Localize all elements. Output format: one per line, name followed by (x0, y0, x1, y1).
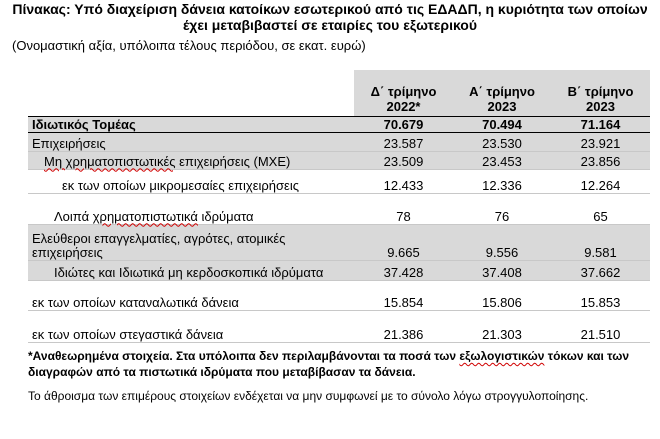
row-value: 76 (453, 193, 551, 224)
row-value: 23.530 (453, 132, 551, 151)
row-label: Μη χρηματοπιστωτικές επιχειρήσεις (ΜΧΕ) (28, 151, 354, 169)
row-value: 23.509 (354, 151, 453, 169)
row-value: 23.453 (453, 151, 551, 169)
row-label: Ιδιώτες και Ιδιωτικά μη κερδοσκοπικά ιδρύματα (28, 260, 354, 280)
table-row (28, 132, 650, 151)
footnote-revised-data: *Αναθεωρημένα στοιχεία. Στα υπόλοιπα δεν περιλαμβάνονται τα ποσά των εξωλογιστικών τόκων και των διαγραφών από τα πιστωτικά ιδρύματα που μεταβίβασαν τα δάνεια. (28, 349, 630, 379)
column-header-q1-2023: Α΄ τρίμηνο 2023 (453, 70, 551, 116)
row-value: 23.921 (551, 132, 650, 151)
row-value: 9.665 (354, 224, 453, 260)
row-label: Ελεύθεροι επαγγελματίες, αγρότες, ατομικές επιχειρήσεις (28, 224, 354, 260)
row-value: 12.264 (551, 169, 650, 193)
loans-table (28, 70, 650, 343)
row-value: 21.303 (453, 310, 551, 342)
table-row (28, 151, 650, 169)
row-value: 15.853 (551, 280, 650, 310)
table-header-row (28, 70, 650, 116)
row-value: 71.164 (551, 116, 650, 132)
row-value: 37.662 (551, 260, 650, 280)
row-value: 70.494 (453, 116, 551, 132)
table-row (28, 224, 650, 260)
row-value: 15.806 (453, 280, 551, 310)
table-row (28, 193, 650, 224)
row-value: 23.856 (551, 151, 650, 169)
row-value: 37.408 (453, 260, 551, 280)
page-title: Πίνακας: Υπό διαχείριση δάνεια κατοίκων εσωτερικού από τις ΕΔΑΔΠ, η κυριότητα των οποίων έχει μεταβιβαστεί σε εταιρίες του εξωτερικού (12, 1, 648, 33)
row-value: 37.428 (354, 260, 453, 280)
table-row (28, 310, 650, 342)
row-value: 9.581 (551, 224, 650, 260)
table-row (28, 169, 650, 193)
row-value: 15.854 (354, 280, 453, 310)
row-label: Λοιπά χρηματοπιστωτικά ιδρύματα (28, 193, 354, 224)
row-value: 65 (551, 193, 650, 224)
column-header-q2-2023: Β΄ τρίμηνο 2023 (551, 70, 650, 116)
row-value: 70.679 (354, 116, 453, 132)
table-subtitle: (Ονομαστική αξία, υπόλοιπα τέλους περιόδου, σε εκατ. ευρώ) (12, 38, 366, 53)
header-blank-cell (28, 70, 354, 116)
row-label: εκ των οποίων μικρομεσαίες επιχειρήσεις (28, 169, 354, 193)
table-row (28, 116, 650, 132)
row-label: εκ των οποίων στεγαστικά δάνεια (28, 310, 354, 342)
row-label: εκ των οποίων καταναλωτικά δάνεια (28, 280, 354, 310)
row-value: 9.556 (453, 224, 551, 260)
row-label: Επιχειρήσεις (28, 132, 354, 151)
table-row (28, 260, 650, 280)
row-value: 23.587 (354, 132, 453, 151)
row-label: Ιδιωτικός Τομέας (28, 116, 354, 132)
footnote-rounding: Το άθροισμα των επιμέρους στοιχείων ενδέχεται να μην συμφωνεί με το σύνολο λόγω στρογγυλοποίησης. (28, 389, 589, 403)
row-value: 21.510 (551, 310, 650, 342)
column-header-q4-2022: Δ΄ τρίμηνο 2022* (354, 70, 453, 116)
row-value: 12.336 (453, 169, 551, 193)
row-value: 78 (354, 193, 453, 224)
table-row (28, 280, 650, 310)
row-value: 21.386 (354, 310, 453, 342)
row-value: 12.433 (354, 169, 453, 193)
